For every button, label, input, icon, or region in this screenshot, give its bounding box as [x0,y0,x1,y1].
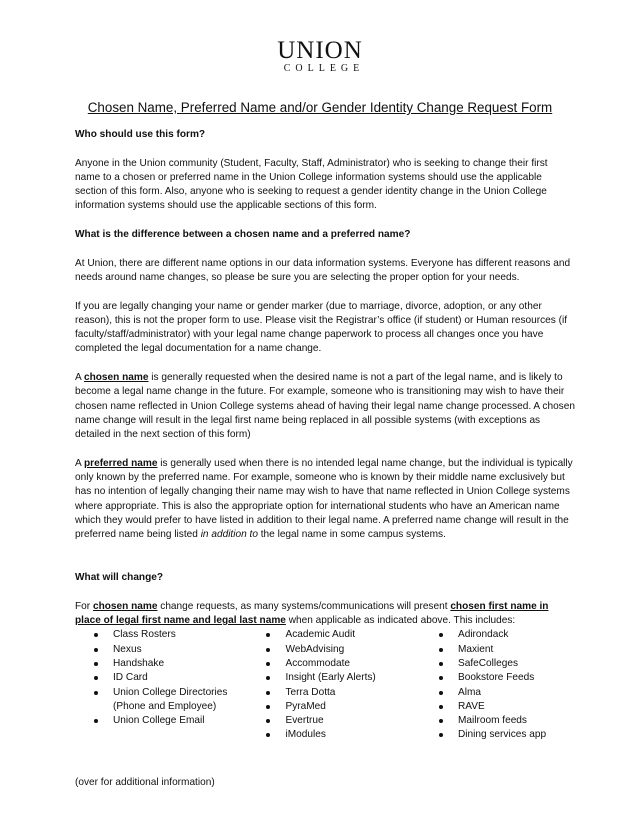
chosen-name-emphasis: chosen first name in place of legal first name and legal last name [75,600,549,627]
list-item-label: Terra Dotta [285,686,336,698]
list-item-label: Class Rosters [113,629,176,641]
bullet-icon [266,648,270,652]
form-title: Chosen Name, Preferred Name and/or Gender Identity Change Request Form [87,100,553,115]
bullet-icon [94,691,98,695]
list-item-label: WebAdvising [285,643,345,655]
list-item-label: Insight (Early Alerts) [285,672,376,684]
systems-column-2 [247,628,419,742]
difference-paragraph: At Union, there are different name options in our data information systems. Everyone has different reasons and needs around name changes, so please be sure you are selecting the proper option for your needs. [75,257,571,283]
bullet-icon [266,705,270,709]
list-item-label: Bookstore Feeds [457,672,535,684]
list-item-label: Evertrue [285,715,324,727]
list-item [420,686,575,700]
footer-note: (over for additional information) [75,777,215,788]
list-item [247,714,419,728]
list-item-label: Dining services app [457,729,547,741]
list-item [247,700,419,714]
list-item-label: Union College Email [113,715,205,727]
chosen-name-term: chosen name [83,372,149,384]
bullet-icon [266,719,270,723]
bullet-icon [266,733,270,737]
bullet-icon [439,676,443,680]
list-item-label: Adirondack [457,629,509,641]
chosen-name-term-2: chosen name [92,600,158,612]
bullet-icon [94,719,98,723]
list-item-label: Maxient [457,643,494,655]
systems-column-1 [75,628,247,742]
bullet-icon [439,733,443,737]
chosen-name-paragraph: A chosen name is generally requested when the desired name is not a part of the legal name, and is likely to become a legal name change in the future. For example, someone who is transitioning may wish to have their chosen name reflected in Union College systems ahead of having their legal name change processed. A chosen name change will result in the legal first name being replaced in all possible systems (with exceptions as detailed in the next section of this form) [75,372,575,441]
list-item [75,714,247,728]
who-heading: Who should use this form? [75,129,206,140]
list-item [247,671,419,685]
bullet-icon [94,648,98,652]
list-item-label: Academic Audit [285,629,356,641]
union-college-logo-sub: COLLEGE [283,63,365,74]
list-item-label: Handshake [113,657,165,669]
list-item [247,628,419,642]
bullet-icon [439,691,443,695]
bullet-icon [266,633,270,637]
list-item-label: Accommodate [285,657,350,669]
bullet-icon [439,719,443,723]
systems-column-3 [420,628,575,742]
list-item [420,714,575,728]
list-item [247,686,419,700]
list-item [420,643,575,657]
list-item [420,700,575,714]
preferred-name-paragraph: A preferred name is generally used when there is no intended legal name change, but the individual is typically only known by the preferred name. For example, someone who is known by their middle name exclusively but has no intention of legally changing their name may wish to have that name reflected in Union College systems where appropriate. This is also the appropriate option for international students who have an American name which they would prefer to have listed in addition to their legal name. A preferred name change will result in the preferred name being listed in addition to the legal name in some campus systems. [75,457,573,541]
list-item [420,657,575,671]
list-item-label: RAVE [457,700,485,712]
list-item-label: Union College Directories (Phone and Employee) [113,686,228,712]
union-college-logo: UNION [277,37,363,64]
list-item-label: Mailroom feeds [457,715,527,727]
list-item [75,686,247,715]
bullet-icon [266,676,270,680]
form-body [75,128,575,743]
preferred-name-term: preferred name [83,457,158,469]
list-item-label: ID Card [113,672,148,684]
bullet-icon [94,676,98,680]
bullet-icon [439,662,443,666]
bullet-icon [266,691,270,695]
list-item-label: SafeColleges [457,657,519,669]
list-item-label: Alma [457,686,481,698]
list-item [247,657,419,671]
list-item [247,643,419,657]
list-item [75,643,247,657]
bullet-icon [94,662,98,666]
bullet-icon [439,648,443,652]
list-item [75,671,247,685]
list-item [75,657,247,671]
bullet-icon [439,633,443,637]
who-paragraph: Anyone in the Union community (Student, Faculty, Staff, Administrator) who is seeking to change their first name to a chosen or preferred name in the Union College information systems should use the applicable section of this form. Also, anyone who is seeking to request a gender identity change in the Union College information systems should use the applicable sections of this form. [75,157,548,212]
list-item-label: iModules [285,729,326,741]
list-item [247,728,419,742]
list-item-label: PyraMed [285,700,326,712]
list-item [420,671,575,685]
list-item [75,628,247,642]
list-item-label: Nexus [113,643,142,655]
list-item [420,628,575,642]
bullet-icon [94,633,98,637]
what-will-change-heading: What will change? [75,572,164,584]
list-item [420,728,575,742]
legal-change-paragraph: If you are legally changing your name or gender marker (due to marriage, divorce, adoption, or any other reason), this is not the proper form to use. Please visit the Registrar’s office (if student) or Human resources (if faculty/staff/administrator) with your legal name change paperwork to process all changes once you have completed the legal documentation for a name change. [75,300,568,355]
what-will-change-paragraph: For chosen name change requests, as many systems/communications will present chosen first name in place of legal first name and legal last name when applicable as indicated above. This includes: [75,600,549,627]
systems-list [75,628,575,742]
bullet-icon [266,662,270,666]
bullet-icon [439,705,443,709]
difference-heading: What is the difference between a chosen name and a preferred name? [75,229,411,241]
